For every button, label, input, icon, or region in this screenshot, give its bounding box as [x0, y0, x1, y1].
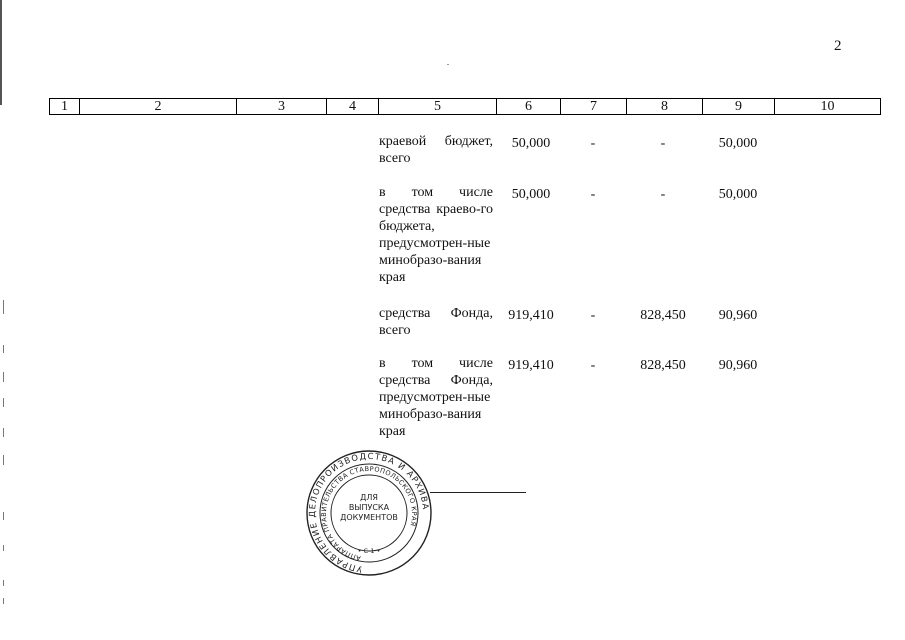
cell-col7: -: [590, 187, 596, 202]
scan-mark: [3, 580, 4, 586]
cell-col9: 50,000: [718, 136, 758, 151]
row-description: в том числе средства краево-го бюджета, предусмотрен-ные минобразо-вания края: [379, 185, 493, 285]
header-cell: 5: [378, 99, 496, 114]
cell-col9: 50,000: [718, 187, 758, 202]
row-description: в том числе средства Фонда, предусмотрен-ные минобразо-вания края: [379, 356, 493, 439]
cell-col8: -: [660, 136, 666, 151]
header-cell: 10: [774, 99, 880, 114]
table-header-row: [49, 98, 881, 115]
header-cell: 6: [496, 99, 560, 114]
cell-col8: 828,450: [640, 358, 686, 373]
cell-col8: -: [660, 187, 666, 202]
cell-col6: 50,000: [511, 136, 551, 151]
header-cell: 4: [326, 99, 378, 114]
header-cell: 3: [236, 99, 326, 114]
scan-mark: [3, 300, 4, 314]
header-cell: 2: [79, 99, 236, 114]
cell-col6: 919,410: [508, 358, 554, 373]
row-description: краевой бюджет, всего: [379, 134, 493, 166]
cell-col9: 90,960: [718, 308, 758, 323]
scan-mark: [3, 598, 4, 604]
seal-center-line3: ДОКУМЕНТОВ: [340, 513, 398, 522]
header-cell: 9: [702, 99, 774, 114]
scan-mark: [3, 372, 4, 382]
cell-col9: 90,960: [718, 358, 758, 373]
scan-mark: [3, 545, 4, 551]
page-number: 2: [834, 38, 842, 54]
official-seal: [303, 449, 435, 577]
scan-mark: [3, 428, 4, 437]
row-description: средства Фонда, всего: [379, 306, 493, 338]
header-cell: 1: [61, 99, 68, 114]
cell-col7: -: [590, 136, 596, 151]
seal-center-line2: ВЫПУСКА: [348, 503, 390, 512]
cell-col7: -: [590, 308, 596, 323]
scan-mark: [3, 512, 4, 520]
scan-mark: [3, 345, 4, 353]
seal-inner-text: АППАРАТА ПРАВИТЕЛЬСТВА СТАВРОПОЛЬСКОГО КРАЯ: [319, 464, 419, 563]
cell-col7: -: [590, 358, 596, 373]
page-left-edge: [0, 0, 2, 105]
cell-col8: 828,450: [640, 308, 686, 323]
signature-line: [430, 492, 526, 493]
header-cell: 8: [626, 99, 702, 114]
scan-mark: [3, 455, 4, 465]
header-cell: 7: [560, 99, 626, 114]
cell-col6: 50,000: [511, 187, 551, 202]
seal-code: • С-1 •: [357, 547, 381, 555]
seal-center-line1: ДЛЯ: [360, 493, 378, 502]
scan-speck: [447, 64, 449, 65]
cell-col6: 919,410: [508, 308, 554, 323]
scan-mark: [3, 398, 4, 407]
seal-outer-text: УПРАВЛЕНИЕ ДЕЛОПРОИЗВОДСТВА И АРХИВА: [306, 450, 432, 575]
